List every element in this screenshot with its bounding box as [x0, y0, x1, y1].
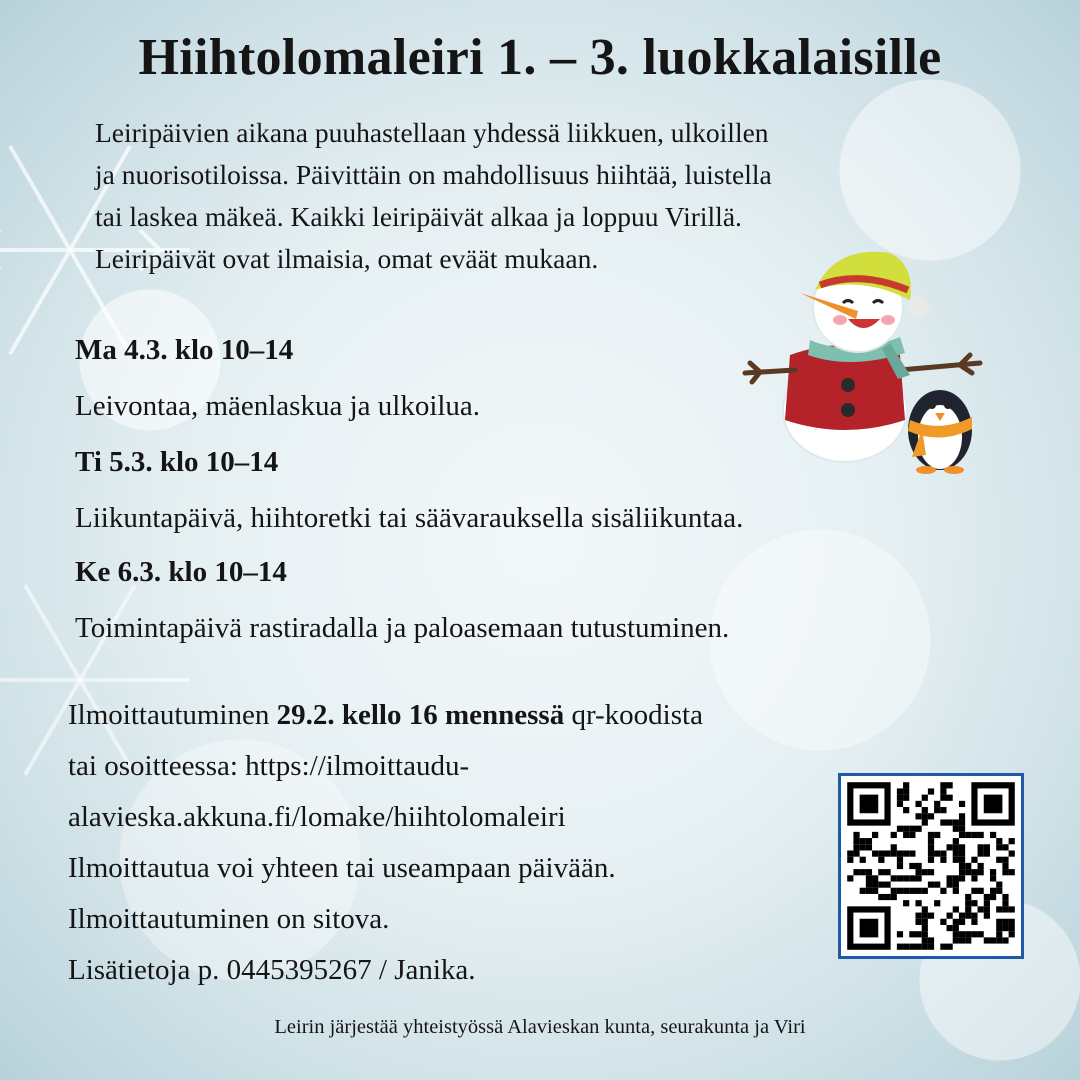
- intro-line: tai laskea mäkeä. Kaikki leiripäivät alkaa ja loppuu Virillä.: [95, 201, 742, 232]
- snowman-penguin-illustration: [740, 245, 990, 475]
- day-2-heading: Ti 5.3. klo 10–14: [75, 446, 279, 478]
- day-2-description: Liikuntapäivä, hiihtoretki tai säävarauksella sisäliikuntaa.: [75, 502, 744, 534]
- registration-prefix: Ilmoittautuminen: [68, 699, 277, 731]
- registration-line: [68, 690, 703, 741]
- intro-line: ja nuorisotiloissa. Päivittäin on mahdollisuus hiihtää, luistella: [95, 159, 772, 190]
- qr-code-icon: [841, 776, 1021, 956]
- day-1-heading: Ma 4.3. klo 10–14: [75, 334, 294, 366]
- registration-suffix: qr-koodista: [564, 699, 703, 731]
- day-3-description: Toimintapäivä rastiradalla ja paloasemaan tutustuminen.: [75, 612, 730, 644]
- intro-line: Leiripäivien aikana puuhastellaan yhdessä liikkuen, ulkoillen: [95, 117, 769, 148]
- qr-code[interactable]: [838, 773, 1024, 959]
- intro-line: Leiripäivät ovat ilmaisia, omat eväät mukaan.: [95, 243, 599, 274]
- registration-line: Ilmoittautuminen on sitova.: [68, 903, 390, 935]
- day-1-description: Leivontaa, mäenlaskua ja ulkoilua.: [75, 390, 481, 422]
- registration-deadline: 29.2. kello 16 mennessä: [276, 699, 565, 731]
- registration-info: [68, 690, 703, 996]
- day-3-heading: Ke 6.3. klo 10–14: [75, 556, 287, 588]
- registration-line: Ilmoittautua voi yhteen tai useampaan päivään.: [68, 852, 616, 884]
- registration-line: tai osoitteessa: https://ilmoittaudu-: [68, 750, 470, 782]
- footer-organizers: Leirin järjestää yhteistyössä Alavieskan kunta, seurakunta ja Viri: [274, 1016, 806, 1038]
- page-title: Hiihtolomaleiri 1. – 3. luokkalaisille: [138, 29, 942, 86]
- registration-url-line[interactable]: alavieska.akkuna.fi/lomake/hiihtolomaleiri: [68, 801, 566, 833]
- contact-line: Lisätietoja p. 0445395267 / Janika.: [68, 954, 476, 986]
